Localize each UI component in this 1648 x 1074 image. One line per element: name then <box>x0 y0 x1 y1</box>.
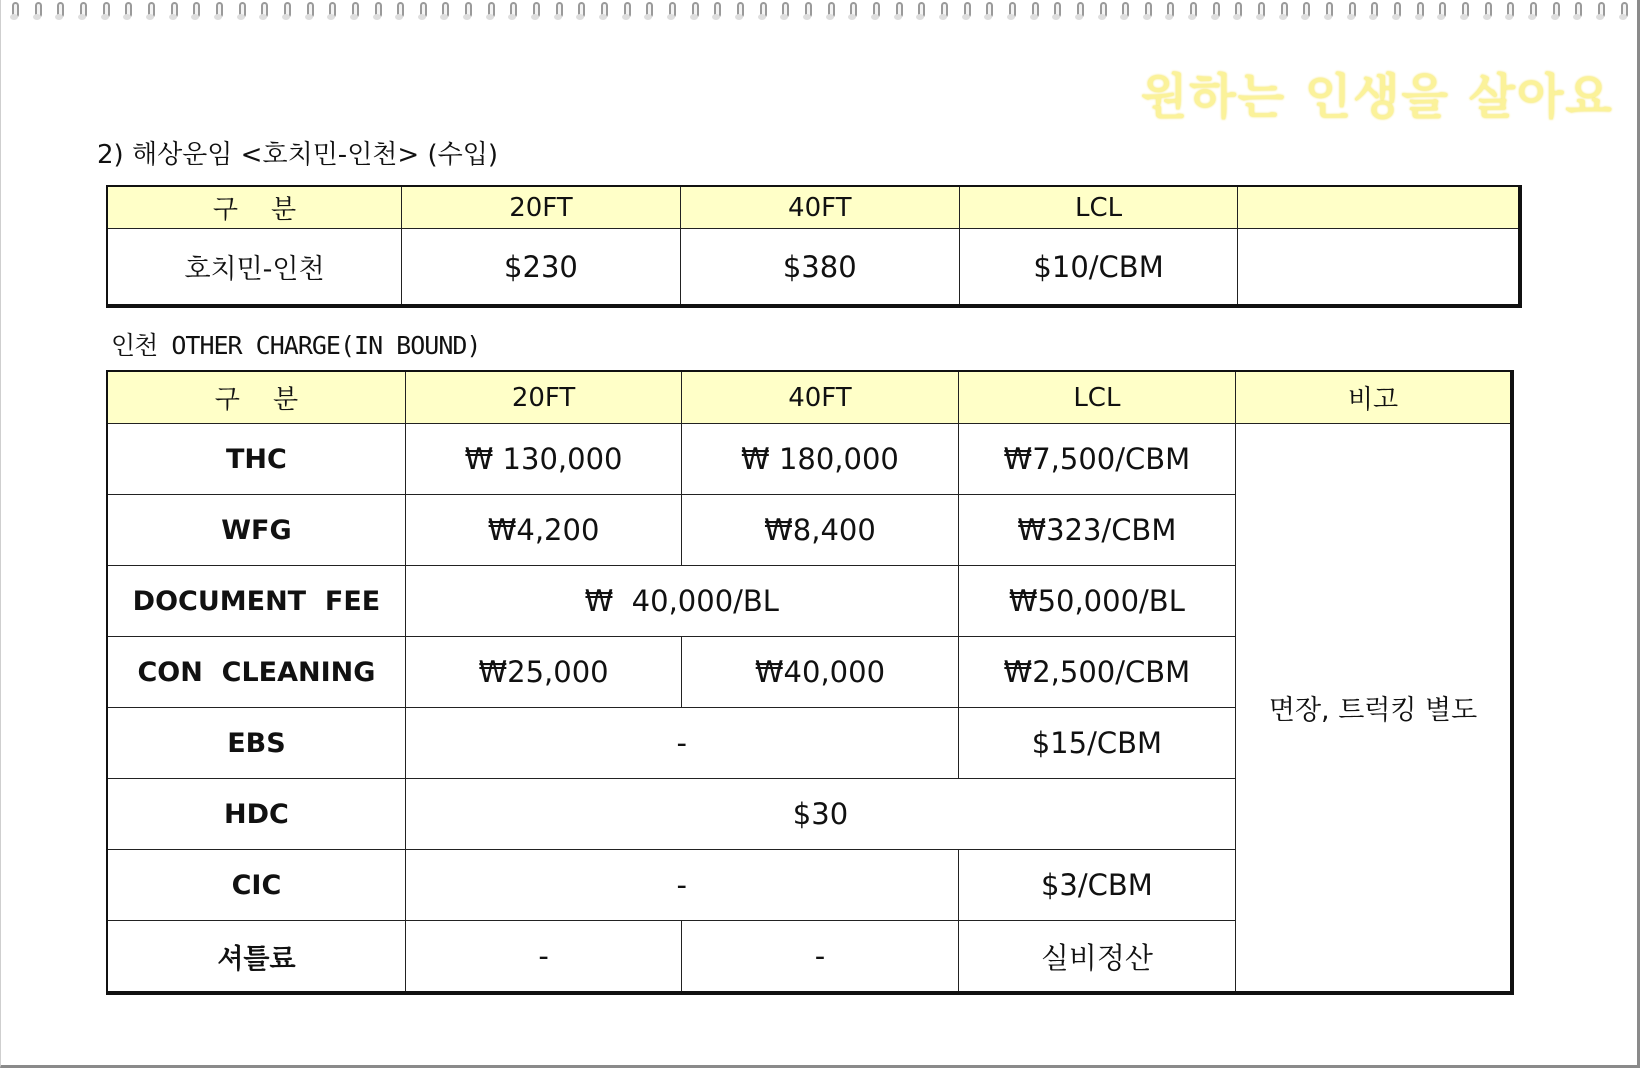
binder-ring <box>1119 2 1130 20</box>
charge-container: ₩ 40,000/BL <box>405 566 958 637</box>
charge-40ft: - <box>682 921 958 994</box>
charge-name: THC <box>107 424 405 495</box>
binder-ring <box>1278 2 1289 20</box>
ocean-freight-table <box>106 185 1522 308</box>
binder-ring <box>77 2 88 20</box>
table-row <box>107 424 1512 495</box>
binder-ring <box>349 2 360 20</box>
binder-ring <box>915 2 926 20</box>
binder-ring <box>1572 2 1583 20</box>
binder-ring <box>598 2 609 20</box>
route-label: 호치민-인천 <box>107 229 402 307</box>
table-header-row <box>107 186 1520 229</box>
binder-ring <box>1323 2 1334 20</box>
charge-20ft: - <box>405 921 681 994</box>
binder-ring <box>1074 2 1085 20</box>
binder-ring <box>145 2 156 20</box>
binder-ring <box>689 2 700 20</box>
binder-ring <box>1210 2 1221 20</box>
binder-ring <box>1459 2 1470 20</box>
binder-ring <box>462 2 473 20</box>
binder-ring <box>372 2 383 20</box>
binder-ring <box>1164 2 1175 20</box>
binder-ring <box>100 2 111 20</box>
binder-ring <box>1232 2 1243 20</box>
charge-lcl: $3/CBM <box>958 850 1235 921</box>
binder-ring <box>326 2 337 20</box>
binder-ring <box>847 2 858 20</box>
binder-ring <box>1482 2 1493 20</box>
binder-ring <box>122 2 133 20</box>
binder-ring <box>1051 2 1062 20</box>
header-empty <box>1238 186 1520 229</box>
binder-ring <box>1436 2 1447 20</box>
binder-ring <box>1527 2 1538 20</box>
binder-ring <box>304 2 315 20</box>
charge-all: $30 <box>405 779 1235 850</box>
binder-ring <box>825 2 836 20</box>
binder-ring <box>870 2 881 20</box>
header-lcl: LCL <box>958 371 1235 424</box>
binder-ring <box>643 2 654 20</box>
charge-lcl: ₩7,500/CBM <box>958 424 1235 495</box>
charge-name: 셔틀료 <box>107 921 405 994</box>
binder-ring <box>530 2 541 20</box>
other-charge-table <box>106 370 1514 995</box>
binder-ring <box>9 2 20 20</box>
charge-name: DOCUMENT FEE <box>107 566 405 637</box>
binder-ring <box>1029 2 1040 20</box>
binder-ring <box>553 2 564 20</box>
header-lcl: LCL <box>959 186 1238 229</box>
binder-ring <box>802 2 813 20</box>
charge-40ft: ₩ 180,000 <box>682 424 958 495</box>
rate-20ft: $230 <box>402 229 681 307</box>
table-row <box>107 229 1520 307</box>
binder-ring <box>190 2 201 20</box>
binder-ring <box>507 2 518 20</box>
charge-lcl: 실비정산 <box>958 921 1235 994</box>
binder-ring <box>1097 2 1108 20</box>
binder-ring <box>711 2 722 20</box>
table-header-row <box>107 371 1512 424</box>
header-category: 구 분 <box>107 371 405 424</box>
charge-lcl: $15/CBM <box>958 708 1235 779</box>
charge-name: HDC <box>107 779 405 850</box>
binder-ring <box>1368 2 1379 20</box>
charge-40ft: ₩8,400 <box>682 495 958 566</box>
charge-lcl: ₩323/CBM <box>958 495 1235 566</box>
charge-name: CIC <box>107 850 405 921</box>
binder-ring <box>1504 2 1515 20</box>
charge-name: CON CLEANING <box>107 637 405 708</box>
binder-ring <box>1300 2 1311 20</box>
charge-20ft: ₩25,000 <box>405 637 681 708</box>
binder-ring <box>439 2 450 20</box>
header-remarks: 비고 <box>1236 371 1512 424</box>
rate-lcl: $10/CBM <box>959 229 1238 307</box>
binder-ring <box>893 2 904 20</box>
charge-20ft: ₩ 130,000 <box>405 424 681 495</box>
binder-ring <box>757 2 768 20</box>
remarks-note: 면장, 트럭킹 별도 <box>1236 424 1512 994</box>
charge-name: EBS <box>107 708 405 779</box>
binder-ring <box>394 2 405 20</box>
charge-container: - <box>405 850 958 921</box>
watermark-text: 원하는 인생을 살아요 <box>1141 69 1614 125</box>
binder-rings <box>9 2 1629 30</box>
binder-ring <box>779 2 790 20</box>
binder-ring <box>1391 2 1402 20</box>
binder-ring <box>1255 2 1266 20</box>
binder-ring <box>417 2 428 20</box>
charge-name: WFG <box>107 495 405 566</box>
section1-title: 2) 해상운임 <호치민-인천> (수입) <box>97 140 498 170</box>
binder-ring <box>938 2 949 20</box>
binder-ring <box>1006 2 1017 20</box>
binder-ring <box>258 2 269 20</box>
charge-lcl: ₩2,500/CBM <box>958 637 1235 708</box>
binder-ring <box>1595 2 1606 20</box>
binder-ring <box>1618 2 1629 20</box>
binder-ring <box>485 2 496 20</box>
binder-ring <box>961 2 972 20</box>
charge-container: - <box>405 708 958 779</box>
section2-title: 인천 OTHER CHARGE(IN BOUND) <box>111 331 481 360</box>
binder-ring <box>621 2 632 20</box>
header-40ft: 40FT <box>682 371 958 424</box>
header-category: 구 분 <box>107 186 402 229</box>
binder-ring <box>734 2 745 20</box>
binder-ring <box>281 2 292 20</box>
header-20ft: 20FT <box>405 371 681 424</box>
rate-40ft: $380 <box>680 229 959 307</box>
binder-ring <box>32 2 43 20</box>
binder-ring <box>1414 2 1425 20</box>
binder-ring <box>983 2 994 20</box>
binder-ring <box>168 2 179 20</box>
binder-ring <box>575 2 586 20</box>
binder-ring <box>1142 2 1153 20</box>
charge-40ft: ₩40,000 <box>682 637 958 708</box>
binder-ring <box>54 2 65 20</box>
binder-ring <box>1550 2 1561 20</box>
rate-extra <box>1238 229 1520 307</box>
binder-ring <box>666 2 677 20</box>
binder-ring <box>236 2 247 20</box>
binder-ring <box>1187 2 1198 20</box>
charge-20ft: ₩4,200 <box>405 495 681 566</box>
binder-ring <box>213 2 224 20</box>
charge-lcl: ₩50,000/BL <box>958 566 1235 637</box>
binder-ring <box>1346 2 1357 20</box>
header-20ft: 20FT <box>402 186 681 229</box>
header-40ft: 40FT <box>680 186 959 229</box>
